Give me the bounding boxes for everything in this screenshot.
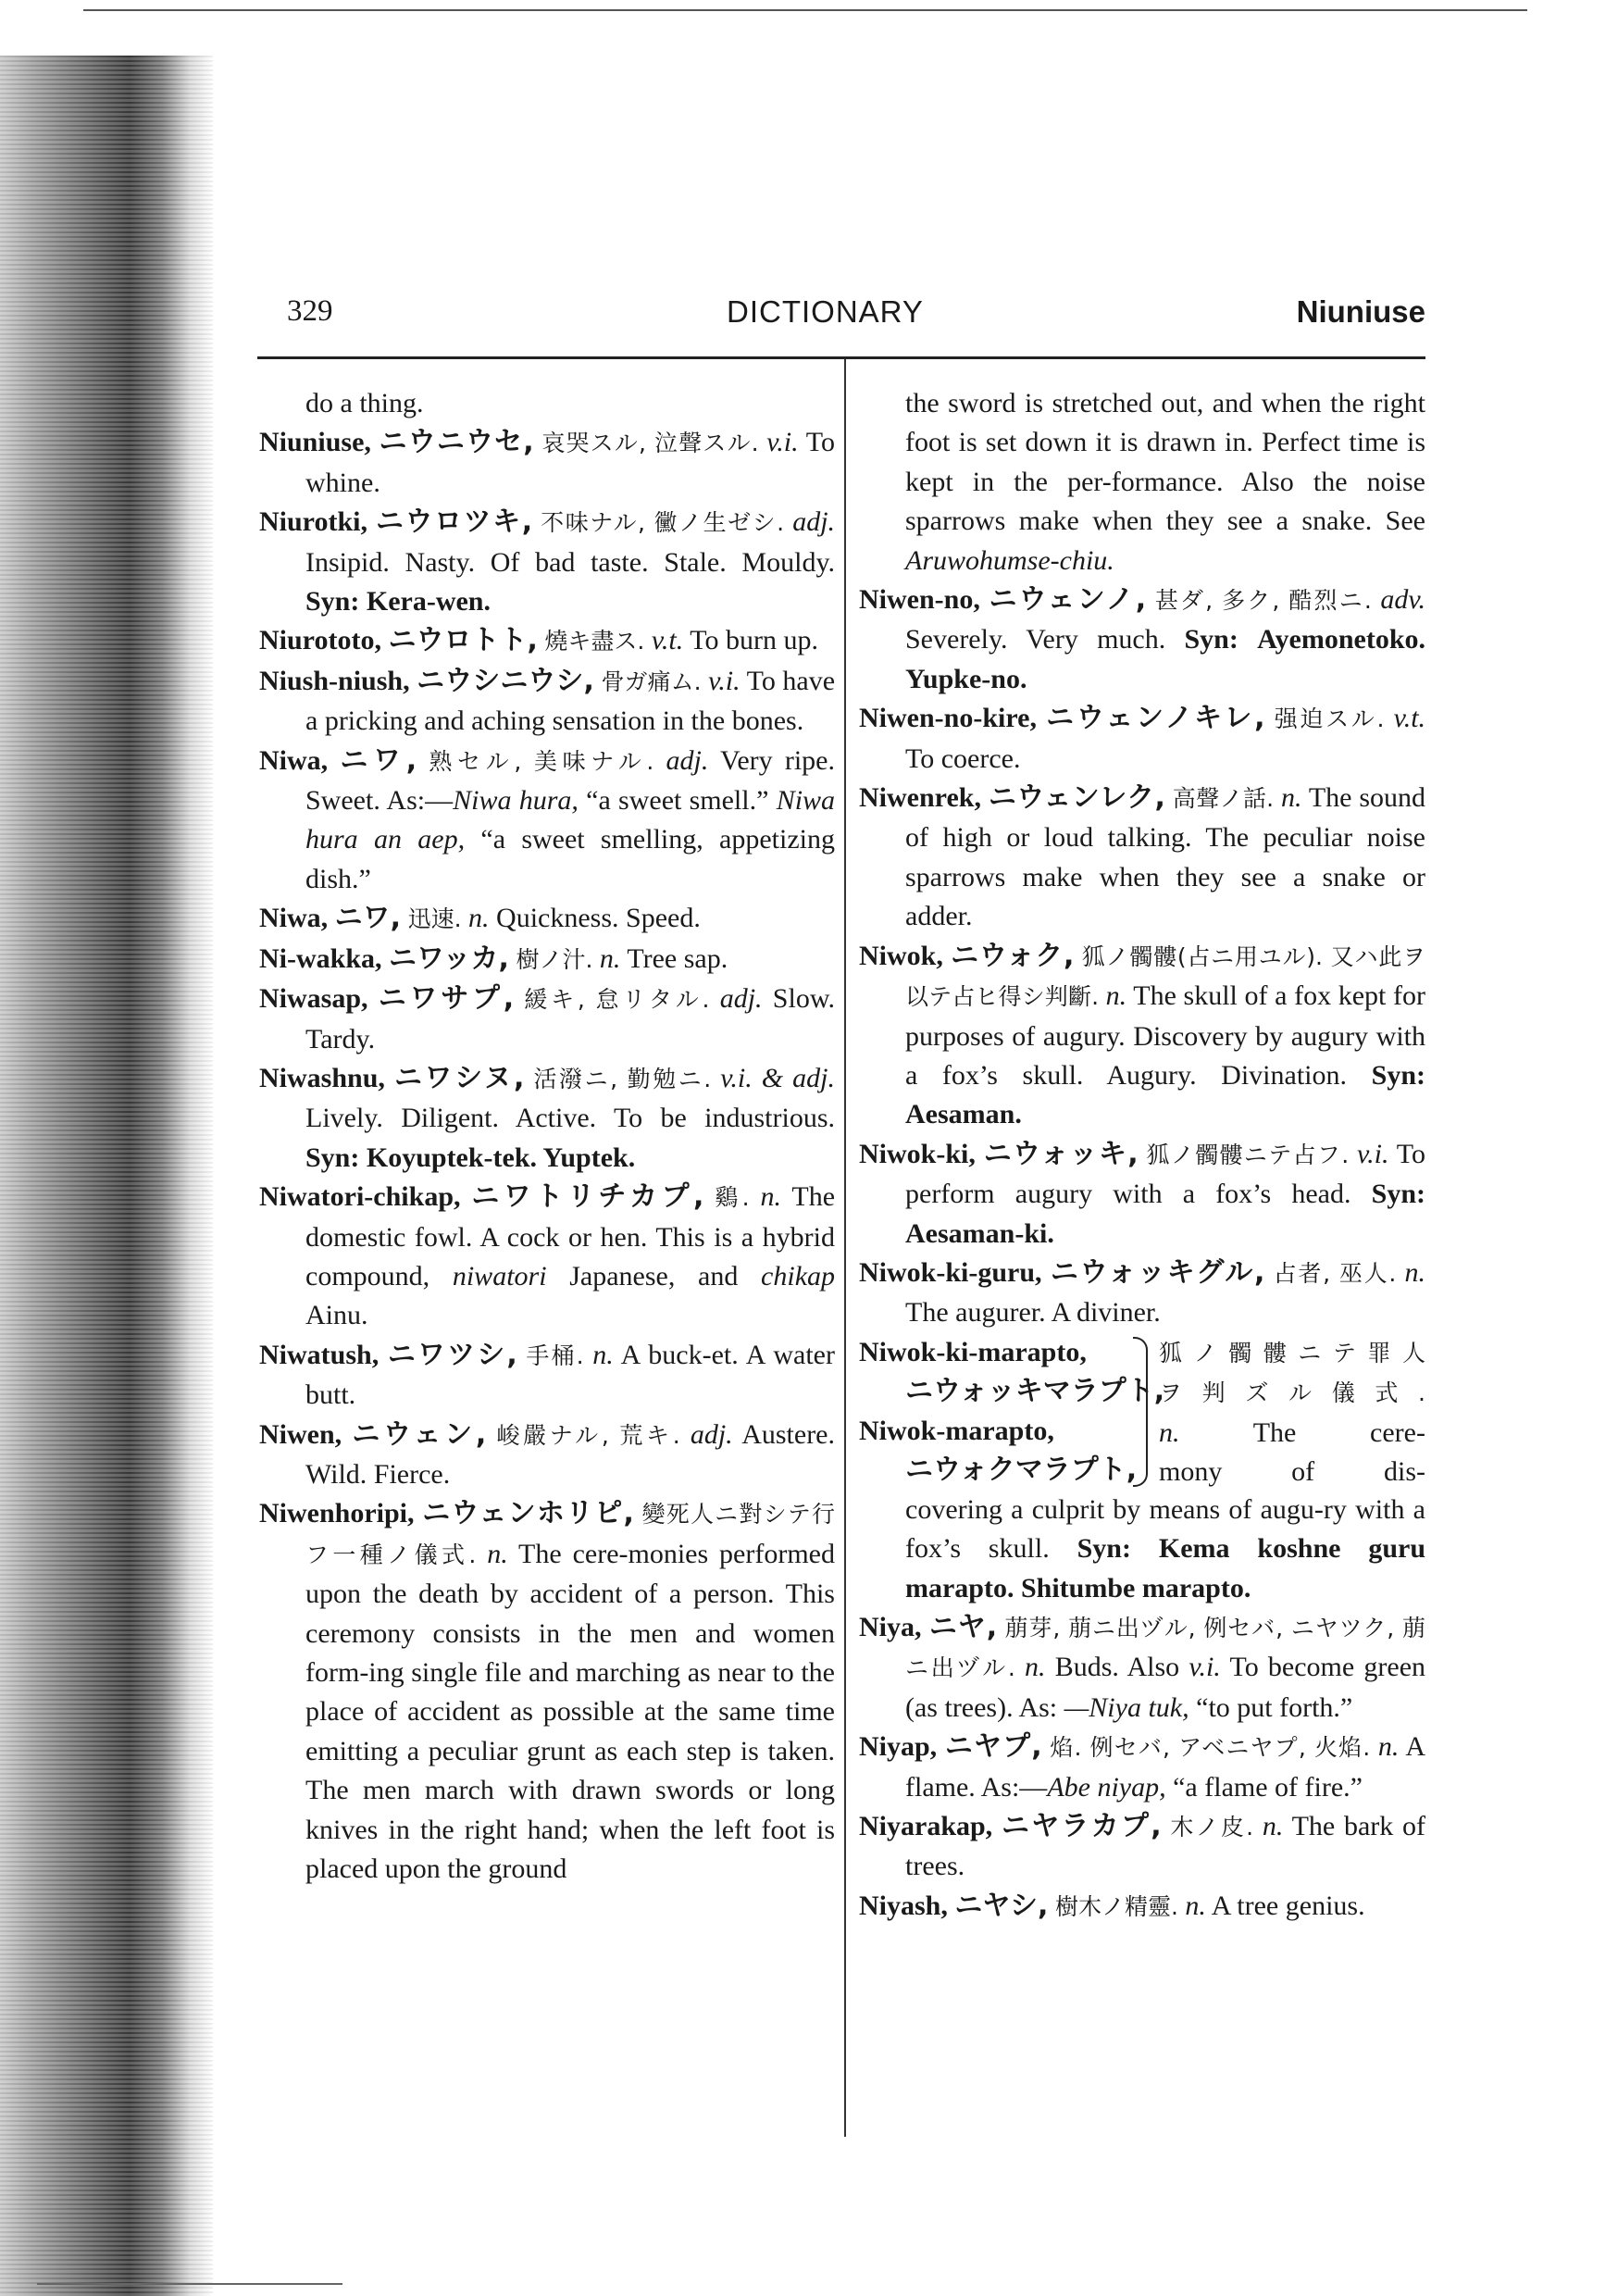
left-column [259,384,835,1889]
japanese-gloss: 不味ナル, 黴ノ生ゼシ. [541,509,785,537]
synonym-label: Syn: [305,1142,360,1173]
headword: Niyap, [859,1731,938,1763]
definition: Quickness. Speed. [496,903,701,934]
synonym-label: Syn: [1184,624,1238,655]
japanese-gloss: 焰. 例セバ, アベニヤプ, 火焰. [1050,1734,1371,1762]
definition: mony of dis- [1159,1455,1425,1487]
top-edge-rule [83,9,1527,11]
headword: Niurotki, [259,506,367,538]
definition: Very ripe. Sweet. As:— [305,744,835,817]
part-of-speech: v.i. [1357,1138,1389,1169]
entry-niyap [859,1728,1425,1807]
japanese-gloss: 鷄. [715,1184,750,1212]
definition: covering a culprit by means of augu-ry with a fox’s skull. [905,1493,1425,1565]
headword: Niush-niush, [259,665,410,696]
translation: “a sweet smelling, appetizing dish.” [305,824,835,894]
entry-niush-niush [259,662,835,742]
translation: “to put forth.” [1196,1691,1353,1723]
part-of-speech: adj. [690,1418,733,1450]
headword: Niwen-no, [859,584,980,616]
part-of-speech: v.i. [766,427,799,458]
katakana: ニワ, [334,902,402,935]
katakana: ニワ, [340,743,417,777]
katakana: ニウェンノキレ, [1046,702,1265,735]
example: Abe niyap, [1047,1771,1166,1803]
entry-niwen-no-kire [859,699,1425,779]
definition: Lively. Diligent. Active. To be industrious. [305,1103,835,1134]
headword: Niwatori-chikap, [259,1181,461,1213]
entry-niwok-ki-marapto-group [859,1333,1425,1491]
part-of-speech: adv. [1380,584,1426,616]
katakana: ニウォッキマラプト, [905,1375,1165,1408]
japanese-gloss: 樹ノ汁. [516,945,593,973]
katakana: ニヤラカプ, [1001,1810,1162,1842]
synonym-label: Syn: [305,586,360,618]
headword: Niwenrek, [859,782,981,814]
headword: Ni-wakka, [259,942,382,974]
synonym: Aesaman-ki. [905,1217,1054,1249]
definition: The cere- [1252,1416,1425,1448]
definition: The cere-monies performed upon the death by accident of a person. This ceremony consists in the men and women form-ing single file and marching as near to the place of accident as possible at the same time emitting a peculiar grunt as each step is taken. The men march with drawn swords or long knives in the right hand; when the left foot is placed upon the ground [305,1538,835,1885]
part-of-speech: v.t. [1393,703,1426,734]
japanese-gloss: 峻嚴ナル, 荒キ. [496,1421,680,1449]
japanese-gloss: 迅速. [407,905,462,933]
definition: Austere. Wild. Fierce. [305,1418,835,1490]
continuation-paragraph: the sword is stretched out, and when the right foot is set down it is drawn in. Perfect time is kept in the per-formance. Also the noise sparrows make when they see a snake. See Aruwohumse-chiu. [905,388,1425,576]
scan-gutter-shadow [0,56,213,2296]
definition: Ainu. [305,1300,368,1331]
part-of-speech: adj. [792,506,836,538]
katakana: ニウォッキ, [983,1137,1139,1170]
part-of-speech: adj. [666,744,709,776]
synonym: Koyuptek-tek. Yuptek. [366,1142,636,1173]
entry-niwa-ripe [259,742,835,900]
definition: A flame. As:— [905,1731,1425,1803]
definition: To coerce. [905,742,1021,774]
curly-brace [1133,1337,1148,1487]
katakana: ニウォッキグル, [1050,1255,1265,1289]
entry-niwok-ki-guru [859,1254,1425,1333]
part-of-speech: n. [1262,1811,1284,1841]
entry-niwok [859,937,1425,1135]
entry-niwenrek [859,779,1425,937]
synonym: Kema koshne guru marapto. Shitumbe marapto. [905,1533,1426,1603]
synonym: Aesaman. [905,1099,1022,1130]
definition: Tree sap. [627,942,728,974]
guide-word: Niuniuse [1296,294,1425,329]
japanese-gloss: 狐ノ髑髏ニテ罪人 [1159,1339,1425,1366]
japanese-gloss: 狐ノ髑髏(占ニ用ユル). 又ハ此ヲ以テ占ヒ得シ判斷. [905,942,1426,1011]
part-of-speech: n. [1025,1652,1046,1683]
katakana: ニヤ, [928,1610,998,1643]
headword: Niya, [859,1611,922,1642]
part-of-speech: n. [487,1538,508,1569]
part-of-speech: n. [1159,1416,1180,1448]
column-divider [844,359,846,2137]
definition: Severely. Very much. [905,624,1166,655]
katakana: ニワッカ, [389,942,509,975]
part-of-speech: n. [760,1181,782,1213]
katakana: ニワツシ, [387,1338,517,1371]
header-rule [257,356,1425,359]
entry-niwen-no [859,580,1425,699]
synonym: Ayemonetoko. Yupke-no. [905,624,1426,694]
katakana: ニワシヌ, [393,1061,525,1094]
definition: Insipid. Nasty. Of bad taste. Stale. Mouldy. [305,546,835,578]
katakana: ニワトリチカプ, [471,1180,704,1214]
entry-niurotki [259,503,835,621]
cross-reference: Aruwohumse-chiu. [905,544,1114,576]
entry-niwen [259,1416,835,1495]
entry-niwatush [259,1336,835,1416]
headword: Niwa, [259,744,329,776]
japanese-gloss: 燒キ盡ス. [544,628,645,655]
part-of-speech: v.i. [708,665,741,696]
example: —Niya tuk, [1064,1691,1189,1723]
definition: To perform augury with a fox’s head. [905,1138,1425,1210]
running-title: DICTIONARY [727,294,924,329]
japanese-gloss: 手桶. [526,1341,584,1369]
example: Niwa hura an aep, [305,785,836,855]
headword: Niyash, [859,1890,948,1921]
part-of-speech: n. [1185,1890,1206,1921]
part-of-speech: n. [1281,782,1302,814]
headword: Niwok-ki, [859,1138,976,1169]
translation: “a flame of fire.” [1173,1771,1363,1803]
entry-niya [859,1608,1425,1728]
synonym: Kera-wen. [366,586,491,618]
definition: The bark of trees. [905,1811,1426,1882]
definition: To burn up. [690,625,818,656]
definition: The augurer. A diviner. [905,1297,1161,1329]
japanese-gloss: 骨ガ痛ム. [601,668,702,695]
japanese-gloss: 哀哭スル, 泣聲スル. [541,430,759,457]
katakana: ニウロツキ, [376,505,533,539]
translation: “a sweet smell.” [586,785,769,817]
part-of-speech: n. [1105,980,1127,1012]
part-of-speech: n. [592,1339,614,1370]
japanese-gloss: 熟セル, 美味ナル. [429,747,654,775]
entry-niyash [859,1887,1425,1927]
part-of-speech: n. [1377,1731,1400,1763]
entry-niyarakap [859,1807,1425,1887]
synonym-label: Syn: [1371,1179,1425,1210]
entry-niwa-speed [259,899,835,939]
definition: The domestic fowl. A cock or hen. This is a hybrid compound, [305,1181,836,1292]
right-column [859,384,1425,1927]
headword: Niwok-marapto, [859,1415,1054,1446]
definition: Japanese, and [569,1260,739,1292]
definition: Buds. Also [1054,1652,1180,1683]
part-of-speech: n. [599,942,621,974]
katakana: ニヤシ, [954,1889,1049,1922]
definition: A tree genius. [1211,1890,1365,1921]
entry-niuniuse [259,423,835,503]
example: Niwa hura, [453,785,579,817]
headword: Niwa, [259,903,329,934]
japanese-gloss: 狐ノ髑髏ニテ占フ. [1146,1141,1350,1168]
japanese-gloss: 强迫スル. [1274,705,1385,733]
japanese-gloss: 占者, 巫人. [1273,1259,1397,1287]
entry-niwasap [259,980,835,1059]
headword: Niwatush, [259,1339,380,1370]
example: niwatori [452,1260,547,1292]
japanese-gloss: 緩キ, 怠リタル. [524,986,710,1014]
synonym-label: Syn: [1371,1059,1425,1091]
japanese-gloss: 變死人ニ對シテ行フ一種ノ儀式. [305,1501,835,1568]
headword: Niwen, [259,1418,342,1450]
part-of-speech: v.i. [1189,1652,1221,1683]
part-of-speech: v.i. & adj. [720,1062,836,1093]
entry-niwenhoripi [259,1494,835,1889]
katakana: ニウシニウシ, [417,664,594,697]
braced-headwords [859,1333,1165,1491]
page-number: 329 [287,294,333,328]
headword: Niwasap, [259,983,368,1015]
definition: The skull of a fox kept for purposes of augury. Discovery by augury with a fox’s skull. Augury. Divination. [905,980,1425,1091]
part-of-speech: v.t. [651,625,684,656]
example: chikap [761,1260,836,1292]
entry-niwok-marapto-definition [859,1491,1425,1608]
katakana: ニウェンレク, [988,781,1165,815]
part-of-speech: adj. [719,983,763,1015]
katakana: ニウニウセ, [379,426,534,459]
definition: To have a pricking and aching sensation in the bones. [305,665,836,737]
braced-gloss [1159,1333,1425,1492]
headword: Niwok, [859,940,943,971]
katakana: ニウロトト, [388,624,538,657]
entry-niurototo [259,621,835,661]
katakana: ニワサプ, [378,982,515,1016]
entry-niwatori-chikap [259,1178,835,1336]
definition: To become green (as trees). As: [905,1652,1426,1723]
entry-niwashnu [259,1059,835,1178]
synonym-label: Syn: [1077,1533,1131,1565]
entry-ni-wakka [259,940,835,980]
entry-niwok-ki [859,1135,1425,1254]
headword: Niwashnu, [259,1062,385,1093]
bottom-edge-rule [37,2283,342,2285]
katakana: ニウェン, [352,1417,487,1451]
japanese-gloss: 木ノ皮. [1170,1814,1254,1841]
headword: Niwok-ki-marapto, [859,1336,1087,1367]
katakana: ニウォク, [951,939,1075,972]
japanese-gloss: ヲ判ズル儀式. [1159,1379,1425,1407]
page-header [287,294,1425,341]
headword: Niwenhoripi, [259,1498,415,1529]
part-of-speech: n. [1404,1256,1426,1288]
japanese-gloss: 活潑ニ, 勤勉ニ. [533,1065,712,1092]
headword: Niuniuse, [259,427,371,458]
headword: Niwen-no-kire, [859,703,1037,734]
definition: To whine. [305,427,835,498]
japanese-gloss: 高聲ノ話. [1172,785,1275,813]
japanese-gloss: 萠芽, 萠ニ出ヅル, 例セバ, ニヤツク, 萠ニ出ヅル. [905,1614,1426,1682]
headword: Niwok-ki-guru, [859,1256,1042,1288]
definition: Slow. Tardy. [305,983,836,1054]
japanese-gloss: 甚ダ, 多ク, 酷烈ニ. [1154,587,1372,615]
katakana: ニウェンホリピ, [422,1497,634,1530]
definition: A buck-et. A water butt. [305,1339,835,1411]
japanese-gloss: 樹木ノ精靈. [1054,1892,1178,1920]
katakana: ニウェンノ, [989,583,1147,617]
katakana: ニウォクマラプト, [905,1453,1138,1486]
katakana: ニヤプ, [944,1730,1042,1764]
part-of-speech: n. [468,903,490,934]
definition: The sound of high or loud talking. The peculiar noise sparrows make when they see a snake or adder. [905,782,1426,932]
headword: Niyarakap, [859,1811,993,1841]
continuation-line: do a thing. [305,388,424,418]
headword: Niurototo, [259,625,381,656]
